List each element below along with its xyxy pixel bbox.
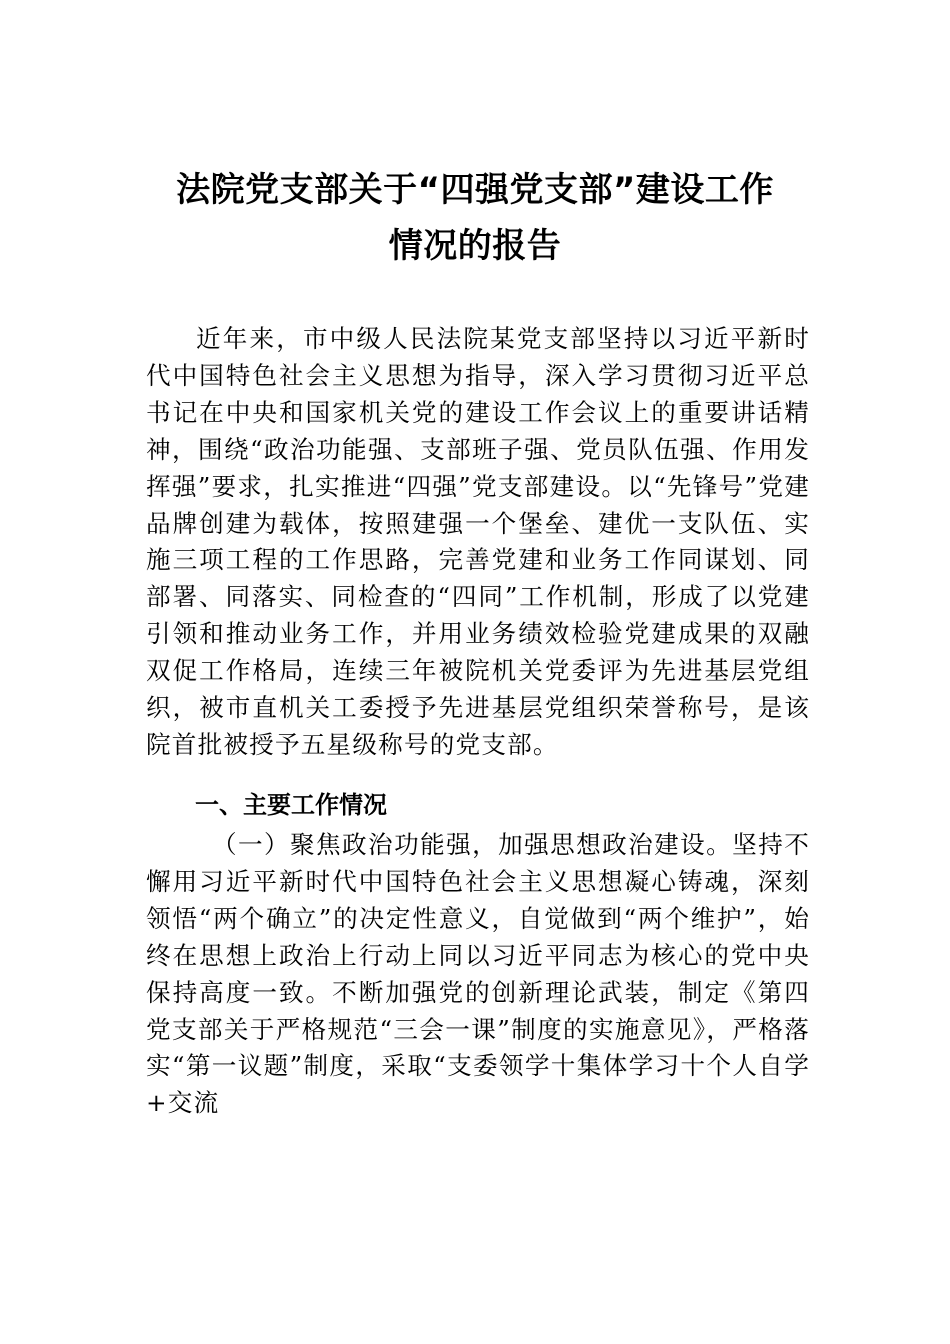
section-heading-main-work: 一、主要工作情况 bbox=[195, 791, 387, 819]
paragraph-intro: 近年来，市中级人民法院某党支部坚持以习近平新时代中国特色社会主义思想为指导，深入学习贯彻习近平总书记在中央和国家机关党的建设工作会议上的重要讲话精神，围绕“政治功能强、支部班子强、党员队伍强、作用发挥强”要求，扎实推进“四强”党支部建设。以“先锋号”党建品牌创建为载体，按照建强一个堡垒、建优一支队伍、实施三项工程的工作思路，完善党建和业务工作同谋划、同部署、同落实、同检查的“四同”工作机制，形成了以党建引领和推动业务工作，并用业务绩效检验党建成果的双融双促工作格局，连续三年被院机关党委评为先进基层党组织，被市直机关工委授予先进基层党组织荣誉称号，是该院首批被授予五星级称号的党支部。 bbox=[146, 324, 810, 759]
document-title-line-1: 法院党支部关于“四强党支部”建设工作 bbox=[176, 170, 774, 210]
document-title-line-2: 情况的报告 bbox=[388, 226, 562, 266]
paragraph-political-function: （一）聚焦政治功能强，加强思想政治建设。坚持不懈用习近平新时代中国特色社会主义思想凝心铸魂，深刻领悟“两个确立”的决定性意义，自觉做到“两个维护”，始终在思想上政治上行动上同以习近平同志为核心的党中央保持高度一致。不断加强党的创新理论武装，制定《第四党支部关于严格规范“三会一课”制度的实施意见》，严格落实“第一议题”制度，采取“支委领学十集体学习十个人自学+交流 bbox=[146, 830, 810, 1118]
